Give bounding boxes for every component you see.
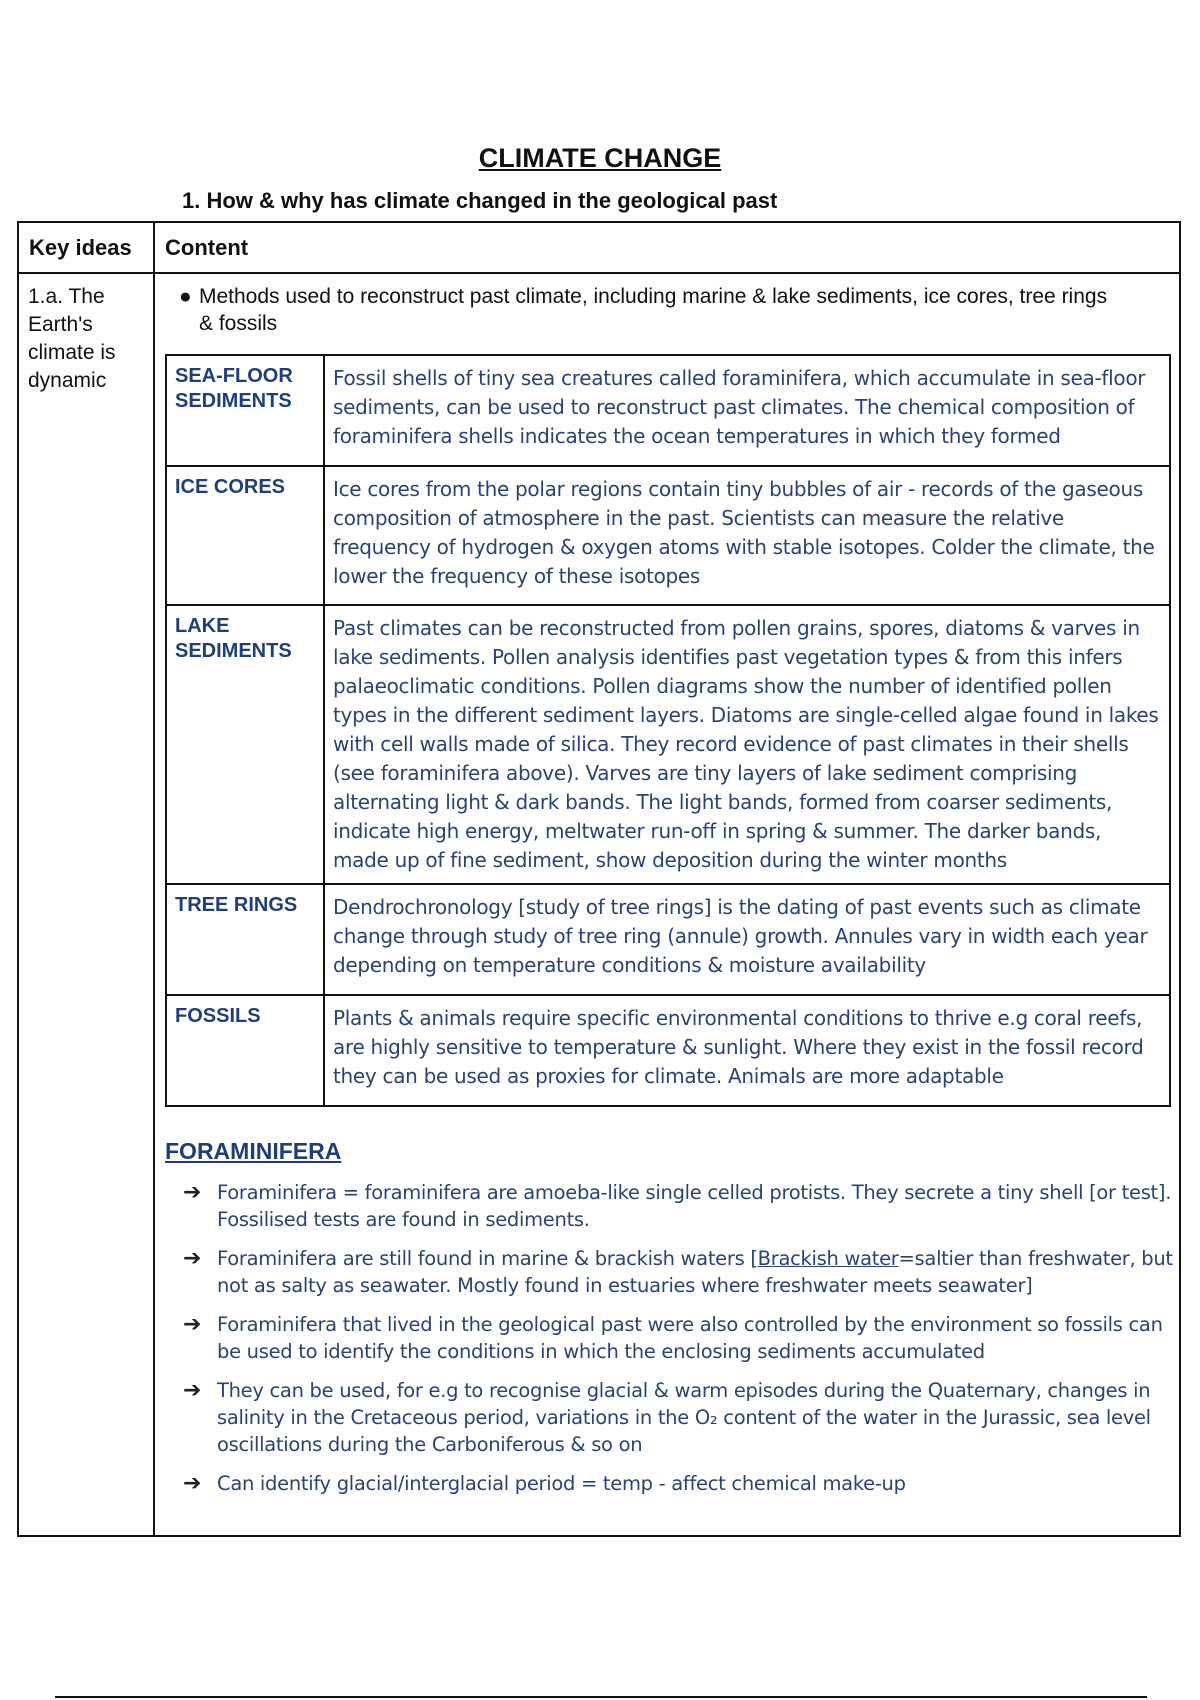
table-row xyxy=(166,466,1170,605)
foraminifera-list xyxy=(183,1179,1177,1509)
method-description: Past climates can be reconstructed from pollen grains, spores, diatoms & varves in lake sediments. Pollen analysis identifies past vegetation types & from this infers palaeoclimatic conditions. Pollen diagrams show the number of identified pollen types in the different sediment layers. Diatoms are single-celled algae found in lakes with cell walls made of silica. They record evidence of past climates in their shells (see foraminifera above). Varves are tiny layers of lake sediment comprising alternating light & dark bands. The light bands, formed from coarser sediments, indicate high energy, meltwater run-off in spring & summer. The darker bands, made up of fine sediment, show deposition during the winter months xyxy=(324,605,1170,884)
table-row xyxy=(166,355,1170,466)
footer-rule xyxy=(55,1696,1147,1698)
methods-table xyxy=(165,354,1171,1107)
method-label: SEA-FLOOR SEDIMENTS xyxy=(166,355,324,466)
list-item xyxy=(183,1311,1177,1365)
key-idea-text: 1.a. The Earth's climate is dynamic xyxy=(28,285,116,392)
method-description: Ice cores from the polar regions contain tiny bubbles of air - records of the gaseous composition of atmosphere in the past. Scientists can measure the relative frequency of hydrogen & oxygen atoms with stable isotopes. Colder the climate, the lower the frequency of these isotopes xyxy=(324,466,1170,605)
method-description: Plants & animals require specific environmental conditions to thrive e.g coral reefs, are highly sensitive to temperature & sunlight. Where they exist in the fossil record they can be used as proxies for climate. Animals are more adaptable xyxy=(324,995,1170,1106)
arrow-right-icon: ➔ xyxy=(183,1378,202,1403)
list-item-text: Foraminifera = foraminifera are amoeba-like single celled protists. They secrete a tiny shell [or test]. Fossilised tests are found in sediments. xyxy=(217,1181,1172,1231)
header-key-ideas: Key ideas xyxy=(29,235,132,260)
method-label: ICE CORES xyxy=(166,466,324,605)
table-row xyxy=(166,995,1170,1106)
list-item xyxy=(183,1470,1177,1497)
arrow-right-icon: ➔ xyxy=(183,1312,202,1337)
arrow-right-icon: ➔ xyxy=(183,1471,202,1496)
foraminifera-heading: FORAMINIFERA xyxy=(165,1138,342,1164)
table-row xyxy=(166,605,1170,884)
list-item xyxy=(183,1377,1177,1458)
method-description: Fossil shells of tiny sea creatures called foraminifera, which accumulate in sea-floor sediments, can be used to reconstruct past climates. The chemical composition of foraminifera shells indicates the ocean temperatures in which they formed xyxy=(324,355,1170,466)
method-description: Dendrochronology [study of tree rings] is the dating of past events such as climate change through study of tree ring (annule) growth. Annules vary in width each year depending on temperature conditions & moisture availability xyxy=(324,884,1170,995)
list-item xyxy=(183,1245,1177,1299)
section-heading: 1. How & why has climate changed in the geological past xyxy=(182,188,778,213)
bullet-icon: ● xyxy=(179,285,192,308)
list-item-text: They can be used, for e.g to recognise glacial & warm episodes during the Quaternary, changes in salinity in the Cretaceous period, variations in the O₂ content of the water in the Jurassic, sea level oscillations during the Carboniferous & so on xyxy=(217,1379,1151,1456)
method-label: FOSSILS xyxy=(166,995,324,1106)
page-title: CLIMATE CHANGE xyxy=(478,143,722,173)
column-divider xyxy=(153,223,155,1535)
list-item-text: Foraminifera that lived in the geological past were also controlled by the environment so fossils can be used to identify the conditions in which the enclosing sediments accumulated xyxy=(217,1313,1163,1363)
table-row xyxy=(166,884,1170,995)
header-content: Content xyxy=(165,235,249,260)
brackish-water-link[interactable]: Brackish water xyxy=(757,1247,899,1270)
arrow-right-icon: ➔ xyxy=(183,1180,202,1205)
arrow-right-icon: ➔ xyxy=(183,1246,202,1271)
method-label: TREE RINGS xyxy=(166,884,324,995)
key-ideas-table xyxy=(17,221,1181,1537)
content-bullet xyxy=(179,283,1119,337)
header-divider xyxy=(19,272,1179,274)
method-label: LAKE SEDIMENTS xyxy=(166,605,324,884)
content-bullet-text: Methods used to reconstruct past climate, including marine & lake sediments, ice cores, tree rings & fossils xyxy=(199,285,1108,335)
list-item xyxy=(183,1179,1177,1233)
list-item-text: Foraminifera are still found in marine & brackish waters [Brackish water=saltier than freshwater, but not as salty as seawater. Mostly found in estuaries where freshwater meets seawater] xyxy=(217,1247,1173,1297)
list-item-text: Can identify glacial/interglacial period = temp - affect chemical make-up xyxy=(217,1472,906,1495)
